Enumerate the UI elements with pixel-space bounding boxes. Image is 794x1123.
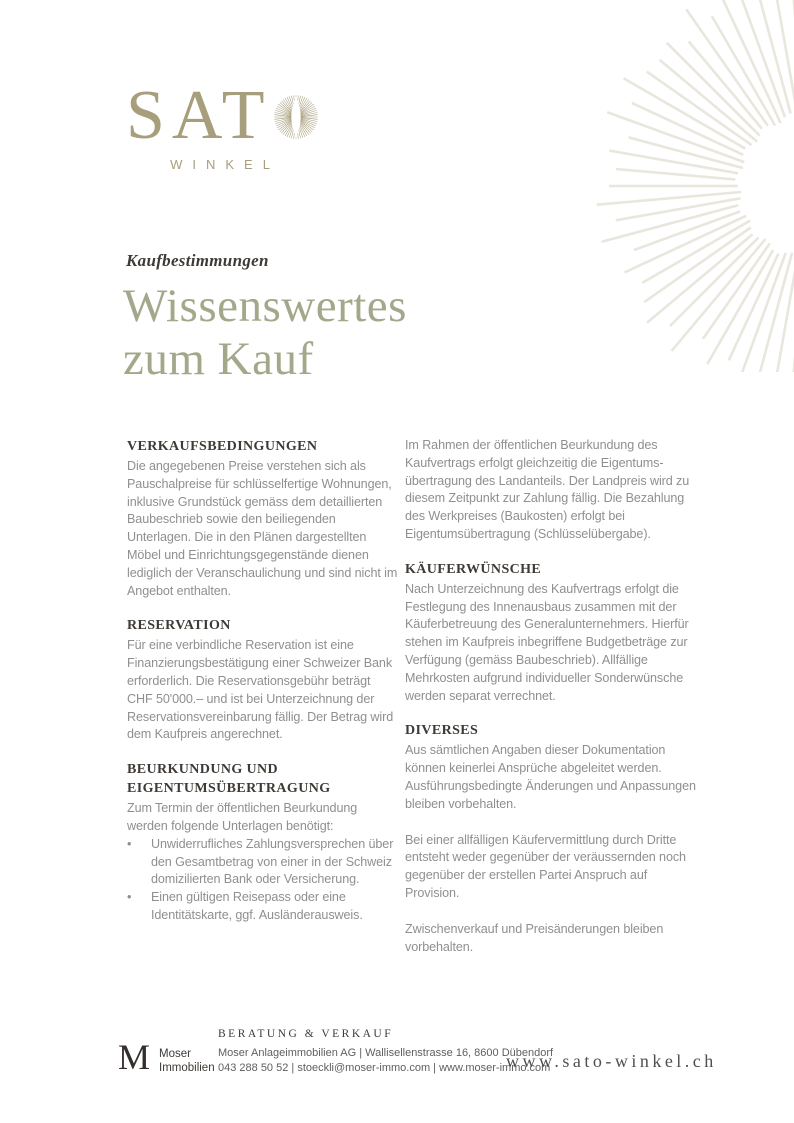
column-left (127, 437, 399, 925)
list-item (127, 889, 399, 925)
section-verkaufsbedingungen (127, 437, 399, 600)
section-heading: RESERVATION (127, 618, 231, 634)
sunburst-o-icon (273, 94, 319, 140)
moser-logo-letter: M (118, 1037, 150, 1077)
contact-address-line: Moser Anlageimmobilien AG | Wallisellenstrasse 16, 8600 Dübendorf (218, 1047, 554, 1059)
section-paragraph: Aus sämtlichen Angaben dieser Dokumentation können keinerlei Ansprüche abgeleitet werden. Ausführungsbedingte Änderungen und Anpassungen bleiben vorbehalten. (405, 743, 696, 811)
contact-heading: BERATUNG & VERKAUF (218, 1028, 394, 1040)
page-title-line1: Wissenswertes (123, 280, 407, 332)
page-title-line2: zum Kauf (123, 333, 314, 385)
section-body: Nach Unterzeichnung des Kaufvertrags erfolgt die Festlegung des Innenausbaus zusammen mit der Käuferbetreuung des Generalunternehmers. Hierfür stehen im Kaufpreis inbegriffene Budgetbeträge zur Verfügung (gemäss Baubeschrieb). Allfällige Mehrkosten aufgrund individueller Sonderwünsche werden separat verrechnet. (405, 581, 689, 703)
section-heading: VERKAUFSBEDINGUNGEN (127, 439, 318, 454)
brand-logo (126, 77, 319, 172)
section-beurkundung-continued (405, 437, 701, 544)
section-heading: KÄUFERWÜNSCHE (405, 561, 542, 577)
section-heading: DIVERSES (405, 723, 479, 739)
list-item-text: Einen gültigen Reisepass oder eine Identitätskarte, ggf. Ausländerausweis. (151, 890, 363, 922)
bullet-icon: • (127, 836, 132, 851)
section-heading: BEURKUNDUNG UND EIGENTUMSÜBERTRAGUNG (127, 762, 331, 797)
required-documents-list (127, 836, 399, 925)
eyebrow-kaufbestimmungen: Kaufbestimmungen (126, 251, 269, 270)
project-website: www.sato-winkel.ch (506, 1051, 717, 1071)
bullet-icon: • (127, 890, 132, 905)
list-item-text: Unwiderrufliches Zahlungsversprechen über den Gesamtbetrag von einer in der Schweiz domizilierten Bank oder Versicherung. (151, 836, 394, 887)
section-body: Im Rahmen der öffentlichen Beurkundung des Kaufvertrags erfolgt gleichzeitig die Eigentumsübertragung des Landanteils. Der Landpreis wird zu diesem Zeitpunkt zur Zahlung fällig. Die Bezahlung des Werkpreises (Baukosten) erfolgt bei Eigentumsübertragung (Schlüsselübergabe). (405, 438, 690, 541)
section-paragraph: Zwischenverkauf und Preisänderungen bleiben vorbehalten. (405, 921, 664, 954)
moser-logo-name-line2: Immobilien (159, 1062, 215, 1074)
sunburst-decoration (494, 0, 794, 372)
section-reservation (127, 616, 399, 744)
section-intro: Zum Termin der öffentlichen Beurkundung werden folgende Unterlagen benötigt: (127, 801, 358, 833)
moser-logo-name (159, 1047, 215, 1075)
section-body: Die angegebenen Preise verstehen sich als Pauschalpreise für schlüsselfertige Wohnungen, inklusive Grundstück gemäss dem detaillierten Baubeschrieb sowie den beiliegenden Unterlagen. Die in den Plänen dargestellten Möbel und Einrichtungsgegenstände dienen lediglich der Veranschaulichung und sind nicht im Angebot enthalten. (127, 459, 398, 598)
section-kaeuferwuensche (405, 560, 701, 706)
section-body: Für eine verbindliche Reservation ist eine Finanzierungsbestätigung einer Schweizer Bank erforderlich. Die Reservationsgebühr beträgt CHF 50'000.– und ist bei Unterzeichnung der Reservationsvereinbarung fällig. Der Betrag wird dem Kaufpreis angerechnet. (127, 638, 394, 742)
brand-logo-subtext: WINKEL (170, 157, 280, 172)
section-paragraph: Bei einer allfälligen Käufervermittlung durch Dritte entsteht weder gegenüber der veräussernden noch gegenüber der erstellen Partei Anspruch auf Provision. (405, 832, 686, 900)
list-item (127, 836, 399, 889)
section-diverses (405, 721, 701, 956)
moser-logo-name-line1: Moser (159, 1048, 191, 1060)
brand-logo-text: SAT (126, 77, 272, 154)
footer-contact-block (218, 1028, 553, 1076)
contact-phone-email-line: 043 288 50 52 | stoeckli@moser-immo.com | www.moser-immo.com (218, 1062, 551, 1074)
column-right (405, 437, 701, 956)
section-beurkundung (127, 760, 399, 925)
page-title (123, 280, 407, 386)
